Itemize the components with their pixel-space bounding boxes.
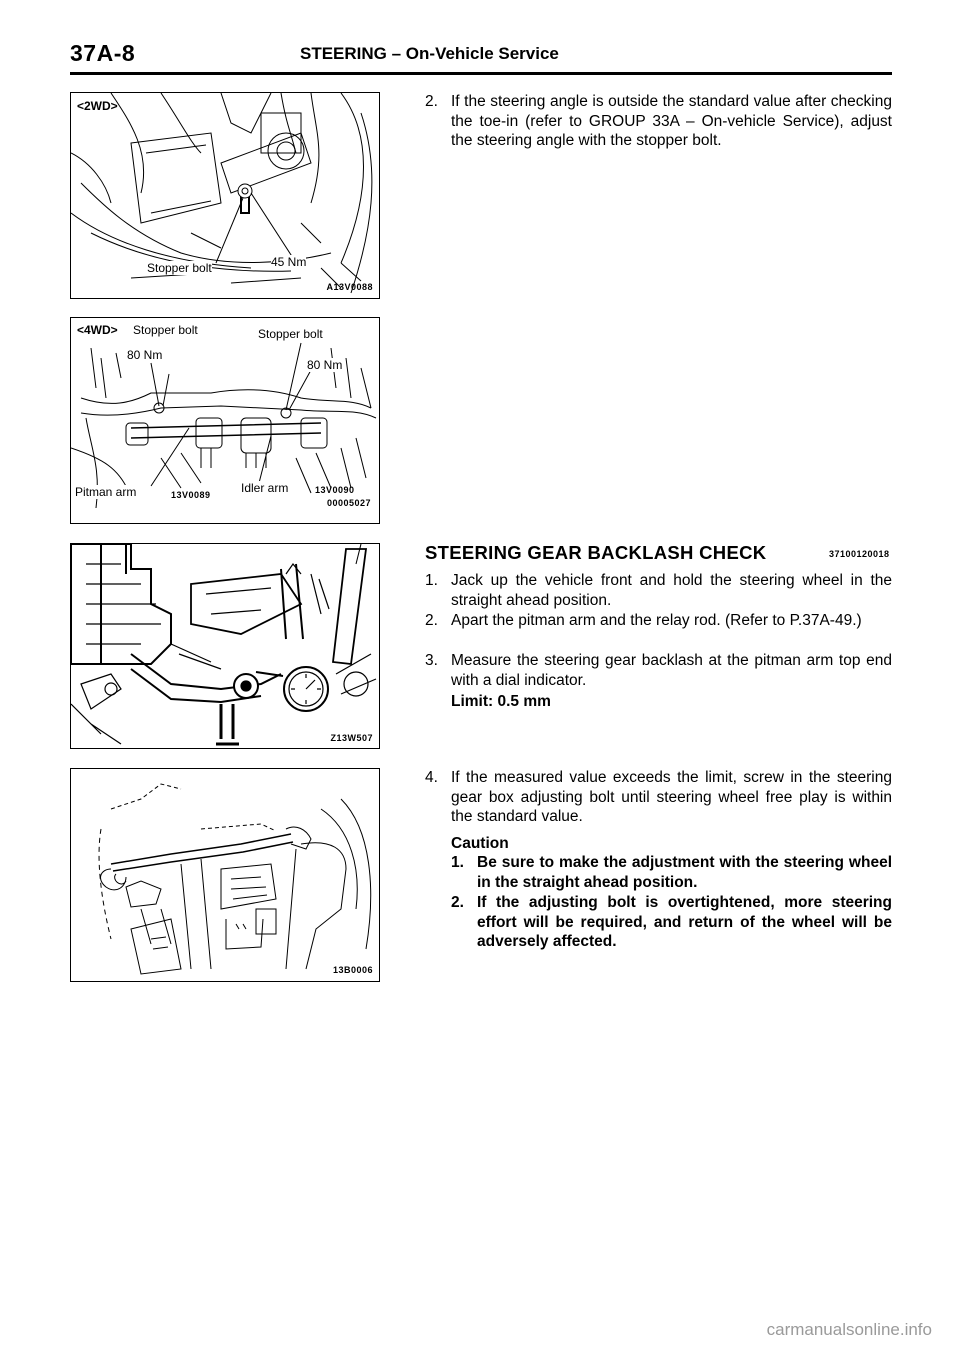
- caution-2: [451, 893, 892, 952]
- figure-tag-4wd: <4WD>: [77, 323, 118, 337]
- caution-number: 2.: [451, 894, 464, 911]
- label-torque-45nm: 45 Nm: [271, 255, 307, 269]
- section-code: 37100120018: [829, 549, 890, 559]
- label-pitman-arm: Pitman arm: [75, 485, 137, 499]
- watermark: carmanualsonline.info: [766, 1320, 932, 1339]
- label-idler-arm: Idler arm: [241, 481, 289, 495]
- section-title: STEERING GEAR BACKLASH CHECK: [425, 542, 767, 563]
- step-text: Jack up the vehicle front and hold the steering wheel in the straight ahead position.: [451, 572, 892, 609]
- label-stopper-bolt-left: Stopper bolt: [133, 323, 198, 337]
- figure-2wd-stopper-bolt: [70, 92, 380, 299]
- label-torque-80nm-left: 80 Nm: [127, 348, 163, 362]
- figure-code: A13V0088: [326, 282, 373, 292]
- step-number: 1.: [425, 572, 438, 589]
- figure-code: Z13W507: [330, 733, 373, 743]
- page-title: STEERING – On-Vehicle Service: [300, 44, 559, 63]
- limit-value: Limit: 0.5 mm: [451, 693, 551, 710]
- sub-code-left: 13V0089: [171, 490, 211, 500]
- step-text: If the steering angle is outside the standard value after checking the toe-in (refer to GROUP 33A – On-vehicle Service), adjust the steering angle with the stopper bolt.: [451, 93, 892, 149]
- figure-tag-2wd: <2WD>: [77, 99, 118, 113]
- backlash-step-3: [425, 651, 892, 690]
- caution-1: [451, 853, 892, 892]
- label-stopper-bolt: Stopper bolt: [147, 261, 212, 275]
- illustration-dial-indicator: [71, 544, 379, 748]
- backlash-step-1: [425, 571, 892, 610]
- caution-title: Caution: [451, 835, 509, 852]
- steering-angle-step: [425, 92, 892, 151]
- label-stopper-bolt-right: Stopper bolt: [258, 327, 323, 341]
- figure-adjusting-bolt: [70, 768, 380, 982]
- page-number: 37A-8: [70, 40, 136, 66]
- caution-text: Be sure to make the adjustment with the steering wheel in the straight ahead position.: [477, 854, 892, 891]
- step-number: 3.: [425, 652, 438, 669]
- label-torque-80nm-right: 80 Nm: [307, 358, 343, 372]
- step-text: If the measured value exceeds the limit, screw in the steering gear box adjusting bolt until steering wheel free play is within the standard value.: [451, 769, 892, 825]
- step-text: Measure the steering gear backlash at the pitman arm top end with a dial indicator.: [451, 652, 892, 689]
- backlash-step-2: [425, 611, 892, 631]
- sub-code-right: 13V0090: [315, 485, 355, 495]
- step-number: 2.: [425, 612, 438, 629]
- step-number: 2.: [425, 93, 438, 110]
- figure-dial-indicator: [70, 543, 380, 749]
- step-text: Apart the pitman arm and the relay rod. (Refer to P.37A-49.): [451, 612, 862, 629]
- figure-code: 00005027: [326, 498, 371, 508]
- step-number: 4.: [425, 769, 438, 786]
- header-rule: [70, 72, 892, 75]
- caution-number: 1.: [451, 854, 464, 871]
- illustration-adjusting-bolt: [71, 769, 379, 981]
- figure-code: 13B0006: [332, 965, 373, 975]
- caution-text: If the adjusting bolt is overtightened, more steering effort will be required, and return of the wheel will be adversely affected.: [477, 894, 892, 950]
- illustration-2wd: [71, 93, 379, 298]
- backlash-step-4: [425, 768, 892, 827]
- figure-4wd-stopper-bolts: [70, 317, 380, 524]
